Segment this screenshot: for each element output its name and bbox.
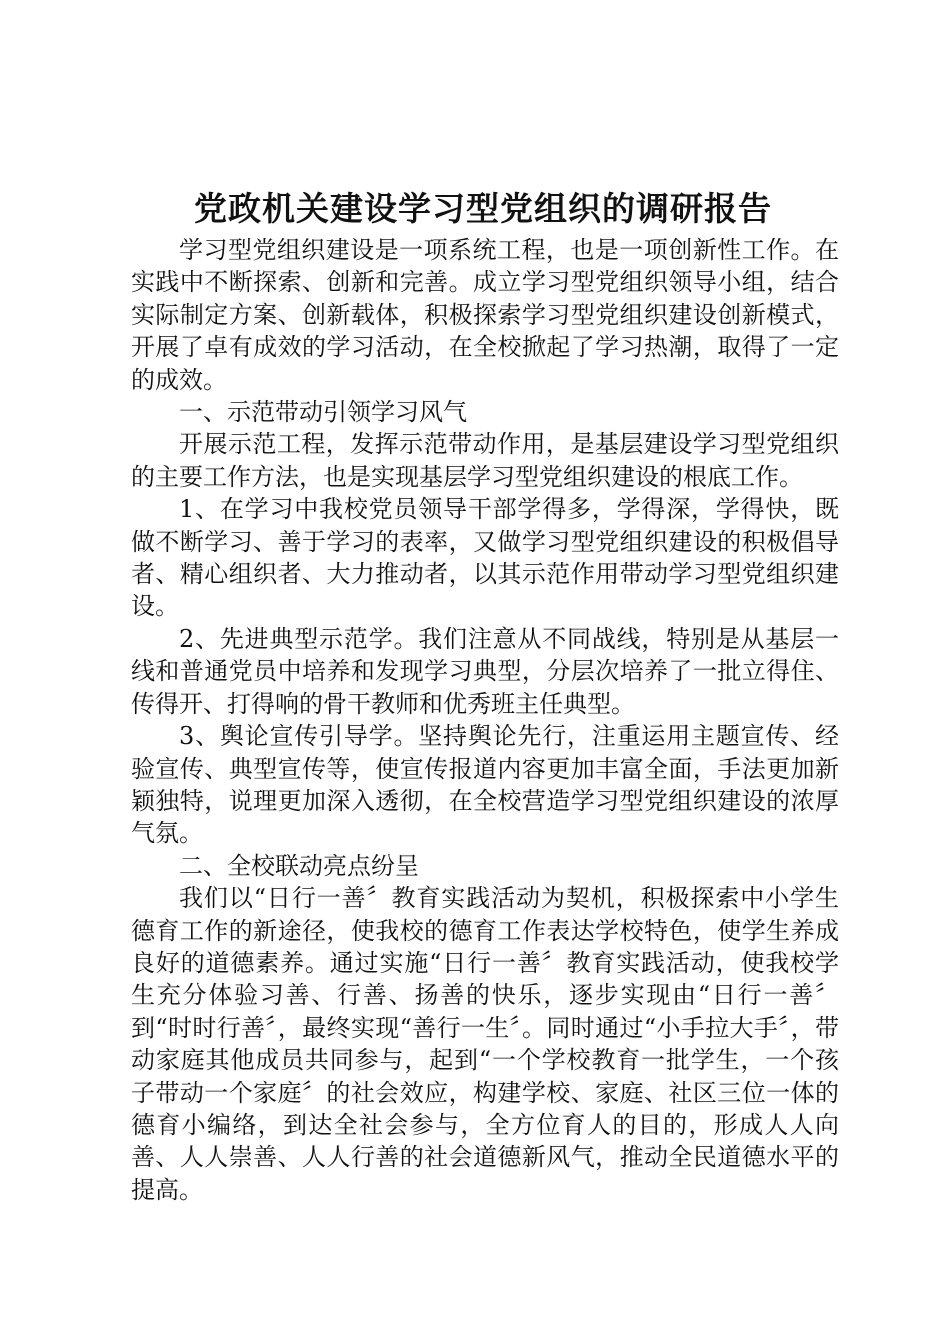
body-paragraph: 我们以“日行一善〞教育实践活动为契机，积极探索中小学生德育工作的新途径，使我校的德育工作表达学校特色，使学生养成良好的道德素养。通过实施“日行一善〞教育实践活动，使我校学生充分体验习善、行善、扬善的快乐，逐步实现由“日行一善〞到“时时行善〞，最终实现“善行一生〞。同时通过“小手拉大手〞，带动家庭其他成员共同参与，起到“一个学校教育一批学生，一个孩子带动一个家庭〞的社会效应，构建学校、家庭、社区三位一体的德育小编络，到达全社会参与，全方位育人的目的，形成人人向善、人人崇善、人人行善的社会道德新风气，推动全民道德水平的提高。 [131,884,839,1204]
intro-paragraph: 学习型党组织建设是一项系统工程，也是一项创新性工作。在实践中不断探索、创新和完善。成立学习型党组织领导小组，结合实际制定方案、创新载体，积极探索学习型党组织建设创新模式，开展了卓有成效的学习活动，在全校掀起了学习热潮，取得了一定的成效。 [131,236,839,394]
body-paragraph: 开展示范工程，发挥示范带动作用，是基层建设学习型党组织的主要工作方法，也是实现基层学习型党组织建设的根底工作。 [131,430,839,491]
body-paragraph: 1、在学习中我校党员领导干部学得多，学得深，学得快，既做不断学习、善于学习的表率，又做学习型党组织建设的积极倡导者、精心组织者、大力推动者，以其示范作用带动学习型党组织建设。 [131,495,839,621]
body-paragraph: 3、舆论宣传引导学。坚持舆论先行，注重运用主题宣传、经验宣传、典型宣传等，使宣传报道内容更加丰富全面，手法更加新颖独特，说理更加深入透彻，在全校营造学习型党组织建设的浓厚气氛。 [131,722,839,848]
section-heading-1: 一、示范带动引领学习风气 [179,398,467,427]
section-heading-2: 二、全校联动亮点纷呈 [179,851,419,880]
document-title: 党政机关建设学习型党组织的调研报告 [194,189,772,228]
document-page [131,186,839,1206]
body-paragraph: 2、先进典型示范学。我们注意从不同战线，特别是从基层一线和普通党员中培养和发现学习典型，分层次培养了一批立得住、传得开、打得响的骨干教师和优秀班主任典型。 [131,624,839,718]
